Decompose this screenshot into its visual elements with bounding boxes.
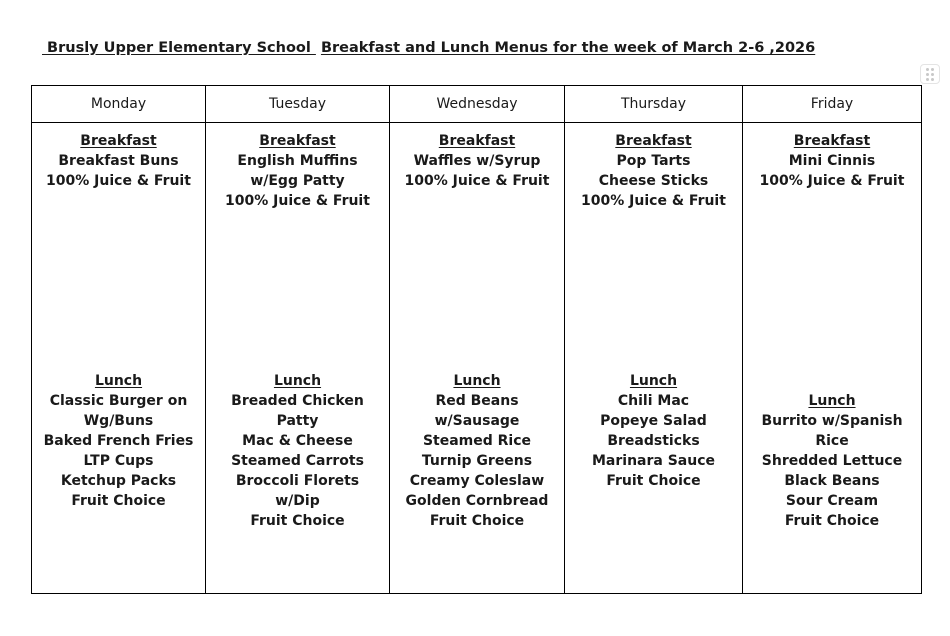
breakfast-label: Breakfast: [793, 133, 871, 149]
menu-item: Black Beans: [784, 473, 880, 489]
breakfast-section: [390, 131, 564, 191]
menu-item: Marinara Sauce: [591, 453, 715, 469]
menu-item: Fruit Choice: [250, 513, 345, 529]
menu-item: Broccoli Florets: [235, 473, 360, 489]
menu-item: w/Sausage: [434, 413, 520, 429]
lunch-label: Lunch: [94, 373, 143, 389]
day-header-friday: Friday: [743, 86, 922, 123]
menu-item: Shredded Lettuce: [761, 453, 903, 469]
lunch-section: [206, 371, 389, 531]
page-title: [42, 40, 815, 56]
menu-item: Turnip Greens: [421, 453, 533, 469]
menu-item: w/Dip: [275, 493, 320, 509]
menu-item: Baked French Fries: [43, 433, 194, 449]
lunch-label: Lunch: [629, 373, 678, 389]
menu-item: Fruit Choice: [71, 493, 166, 509]
menu-item: Fruit Choice: [784, 513, 880, 529]
breakfast-section: [743, 131, 921, 191]
lunch-label: Lunch: [808, 393, 856, 409]
breakfast-section: [565, 131, 742, 211]
breakfast-label: Breakfast: [615, 133, 692, 149]
breakfast-section: [32, 131, 205, 191]
menu-item: Chili Mac: [617, 393, 690, 409]
day-header-thursday: Thursday: [565, 86, 743, 123]
menu-item: Cheese Sticks: [598, 173, 709, 189]
drag-handle-icon: [926, 68, 934, 81]
day-cell-wednesday: [390, 123, 565, 594]
menu-item: Golden Cornbread: [405, 493, 549, 509]
lunch-label: Lunch: [453, 373, 501, 389]
menu-item: Classic Burger on: [49, 393, 188, 409]
table-drag-handle[interactable]: [920, 64, 940, 84]
menu-item: Red Beans: [435, 393, 519, 409]
menu-item: Wg/Buns: [83, 413, 154, 429]
day-cell-tuesday: [206, 123, 390, 594]
day-cell-friday: [743, 123, 922, 594]
day-cell-monday: [32, 123, 206, 594]
menu-item: English Muffins: [237, 153, 358, 169]
menu-item: Breakfast Buns: [58, 153, 179, 169]
lunch-label: Lunch: [273, 373, 322, 389]
menu-item: 100% Juice & Fruit: [581, 193, 726, 209]
lunch-section: [390, 371, 564, 531]
menu-item: Creamy Coleslaw: [409, 473, 545, 489]
lunch-section: [32, 371, 205, 511]
menu-row: [32, 123, 922, 594]
menu-item: Mini Cinnis: [788, 153, 876, 169]
menu-item: w/Egg Patty: [250, 173, 345, 189]
menu-item: Rice: [815, 433, 849, 449]
menu-item: Fruit Choice: [429, 513, 525, 529]
menu-item: Steamed Rice: [422, 433, 532, 449]
day-cell-thursday: [565, 123, 743, 594]
day-header-monday: Monday: [32, 86, 206, 123]
lunch-section: [565, 371, 742, 491]
menu-item: Breaded Chicken: [231, 393, 364, 409]
menu-item: Breadsticks: [607, 433, 700, 449]
breakfast-label: Breakfast: [80, 133, 157, 149]
menu-item: Fruit Choice: [606, 473, 701, 489]
breakfast-section: [206, 131, 389, 211]
lunch-section: [743, 391, 921, 531]
menu-item: 100% Juice & Fruit: [225, 193, 370, 209]
breakfast-label: Breakfast: [438, 133, 516, 149]
day-header-tuesday: Tuesday: [206, 86, 390, 123]
day-header-row: [32, 86, 922, 123]
menu-item: Mac & Cheese: [242, 433, 353, 449]
menu-item: Popeye Salad: [600, 413, 707, 429]
menu-heading: Breakfast and Lunch Menus for the week of March 2-6 ,2026: [320, 40, 816, 56]
menu-item: Ketchup Packs: [60, 473, 177, 489]
menu-table: [31, 85, 922, 594]
menu-item: 100% Juice & Fruit: [759, 173, 905, 189]
menu-item: Steamed Carrots: [231, 453, 364, 469]
menu-item: 100% Juice & Fruit: [46, 173, 191, 189]
day-header-wednesday: Wednesday: [390, 86, 565, 123]
school-name: Brusly Upper Elementary School: [42, 40, 316, 56]
menu-item: Sour Cream: [785, 493, 879, 509]
menu-item: Burrito w/Spanish: [761, 413, 903, 429]
menu-item: 100% Juice & Fruit: [404, 173, 550, 189]
menu-item: LTP Cups: [83, 453, 154, 469]
menu-item: Waffles w/Syrup: [413, 153, 541, 169]
menu-item: Patty: [276, 413, 319, 429]
menu-item: Pop Tarts: [616, 153, 691, 169]
breakfast-label: Breakfast: [259, 133, 336, 149]
